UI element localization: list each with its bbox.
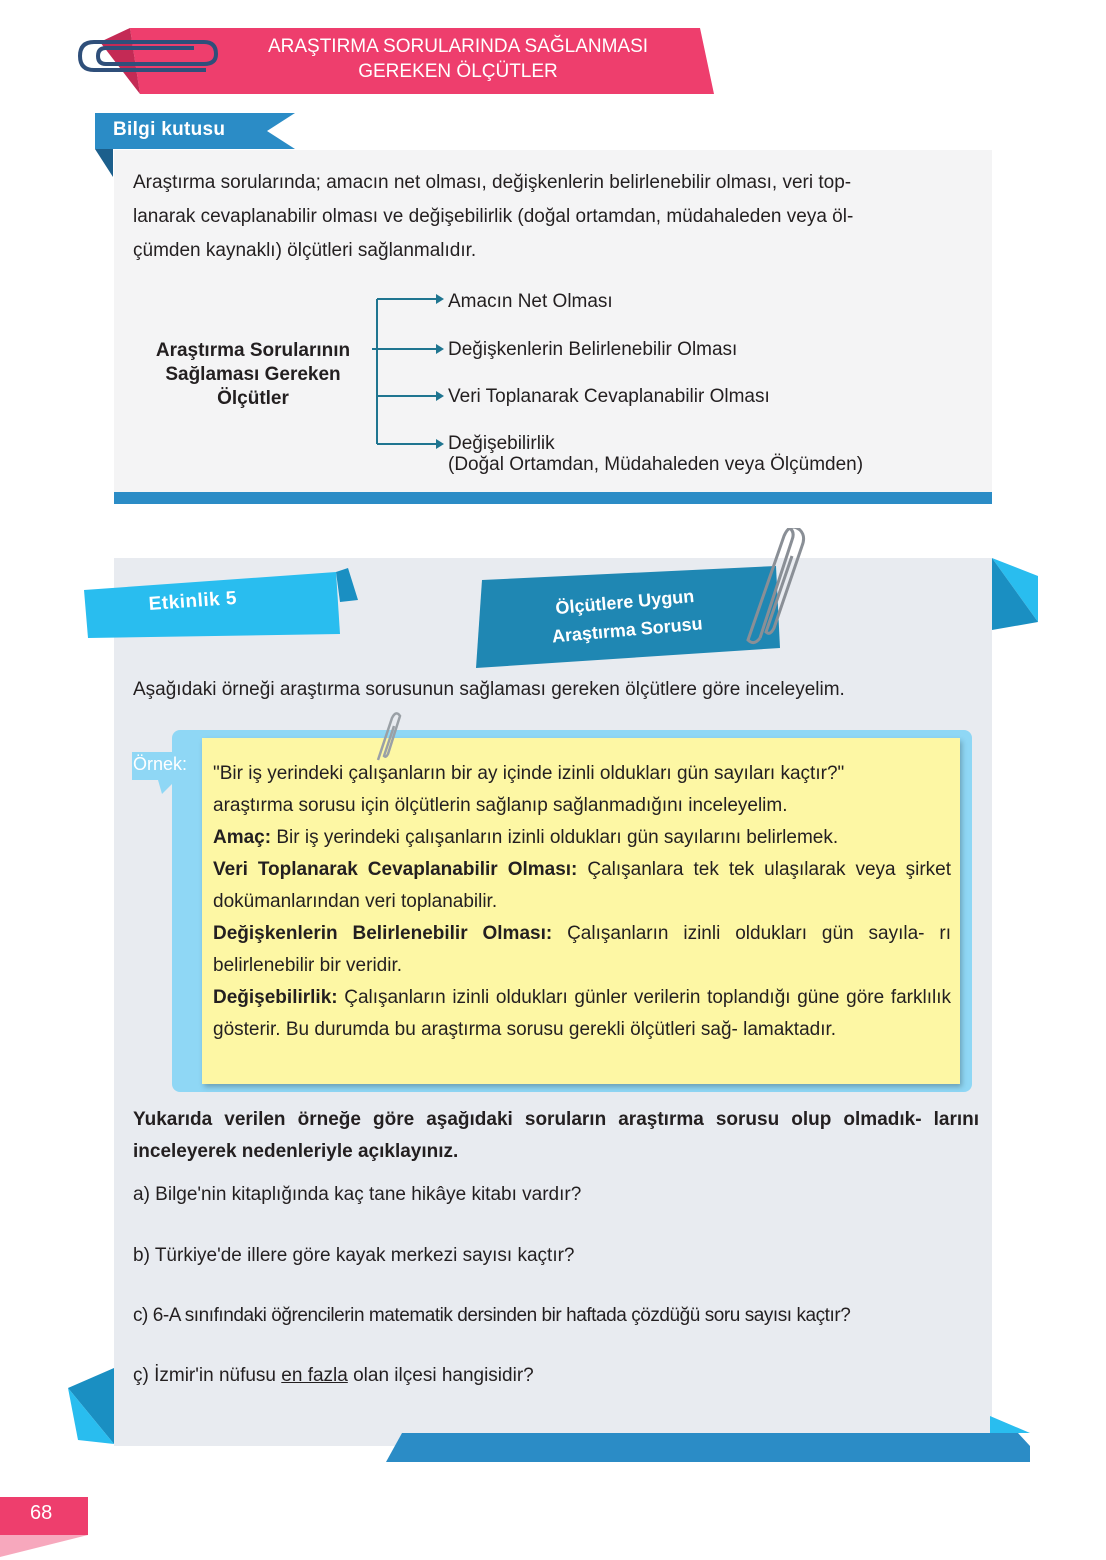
diagram-branch-subtext: (Doğal Ortamdan, Müdahaleden veya Ölçümden) <box>448 454 864 475</box>
underlined-phrase: en fazla <box>281 1365 348 1386</box>
example-term: Veri Toplanarak Cevaplanabilir Olması: <box>213 859 578 880</box>
info-box-text: Araştırma sorularında; amacın net olması, değişkenlerin belirlenebilir olması, veri top- lanarak cevaplanabilir olması ve değişebilirlik (doğal ortamdan, müdahaleden veya öl- çümden kaynaklı) ölçütleri sağlanmalıdır. <box>133 172 854 261</box>
activity-instruction: Yukarıda verilen örneğe göre aşağıdaki soruların araştırma sorusu olup olmadık- larını inceleyerek nedenleriyle açıklayınız. <box>133 1109 979 1162</box>
example-tag-label: Örnek: <box>133 754 188 774</box>
question-item: b) Türkiye'de illere göre kayak merkezi sayısı kaçtır? <box>133 1245 575 1266</box>
paperclip-icon <box>76 18 226 88</box>
question-item: ç) İzmir'in nüfusu en fazla olan ilçesi hangisidir? <box>133 1365 534 1386</box>
diagram-root-label: Araştırma Sorularının Sağlaması Gereken Ölçütler <box>155 340 351 409</box>
example-term: Amaç: <box>213 827 272 848</box>
info-box-bottom-bar <box>114 492 992 504</box>
question-item: c) 6-A sınıfındaki öğrencilerin matematik dersinden bir haftada çözdüğü soru sayısı kaçtır? <box>133 1305 851 1326</box>
activity-intro: Aşağıdaki örneği araştırma sorusunun sağlaması gereken ölçütlere göre inceleyelim. <box>133 679 845 700</box>
question-item: a) Bilge'nin kitaplığında kaç tane hikâye kitabı vardır? <box>133 1184 582 1205</box>
diagram-branch-item: Veri Toplanarak Cevaplanabilir Olması <box>448 386 770 407</box>
example-term: Değişebilirlik: <box>213 987 338 1008</box>
page-number: 68 <box>30 1502 53 1524</box>
diagram-connector-lines <box>372 290 452 460</box>
example-term: Değişkenlerin Belirlenebilir Olması: <box>213 923 553 944</box>
page-number-decor <box>0 1535 100 1560</box>
info-box-label: Bilgi kutusu <box>113 119 226 140</box>
paperclip-icon <box>740 528 810 648</box>
activity-title: Ölçütlere Uygun Araştırma Sorusu <box>551 586 704 647</box>
activity-label: Etkinlik 5 <box>148 587 238 615</box>
diagram-branch-item: Değişkenlerin Belirlenebilir Olması <box>448 339 738 360</box>
diagram-branch-item: Değişebilirlik <box>448 433 555 454</box>
section-title: ARAŞTIRMA SORULARINDA SAĞLANMASI GEREKEN ÖLÇÜTLER <box>267 36 649 82</box>
diagram-branch-item: Amacın Net Olması <box>448 291 613 312</box>
example-text: "Bir iş yerindeki çalışanların bir ay içinde izinli oldukları gün sayıları kaçtır?" araştırma sorusu için ölçütlerin sağlanıp sağlanmadığını inceleyelim. Amaç: Bir iş yerindeki çalışanların izinli oldukları gün sayılarını belirlemek. Veri Toplanarak Cevaplanabilir Olması: Çalışanlara tek tek ulaşılarak veya şirket dokümanlarından veri toplanabilir. Değişkenlerin Belirlenebilir Olması: Çalışanların izinli oldukları gün sayıla- rı belirlenebilir bir veridir. Değişebilirlik: Çalışanların izinli oldukları günler verilerin toplandığı güne göre farklılık gösterir. Bu durumda bu araştırma sorusu gerekli ölçütleri sağ- lamaktadır. <box>213 763 952 1040</box>
